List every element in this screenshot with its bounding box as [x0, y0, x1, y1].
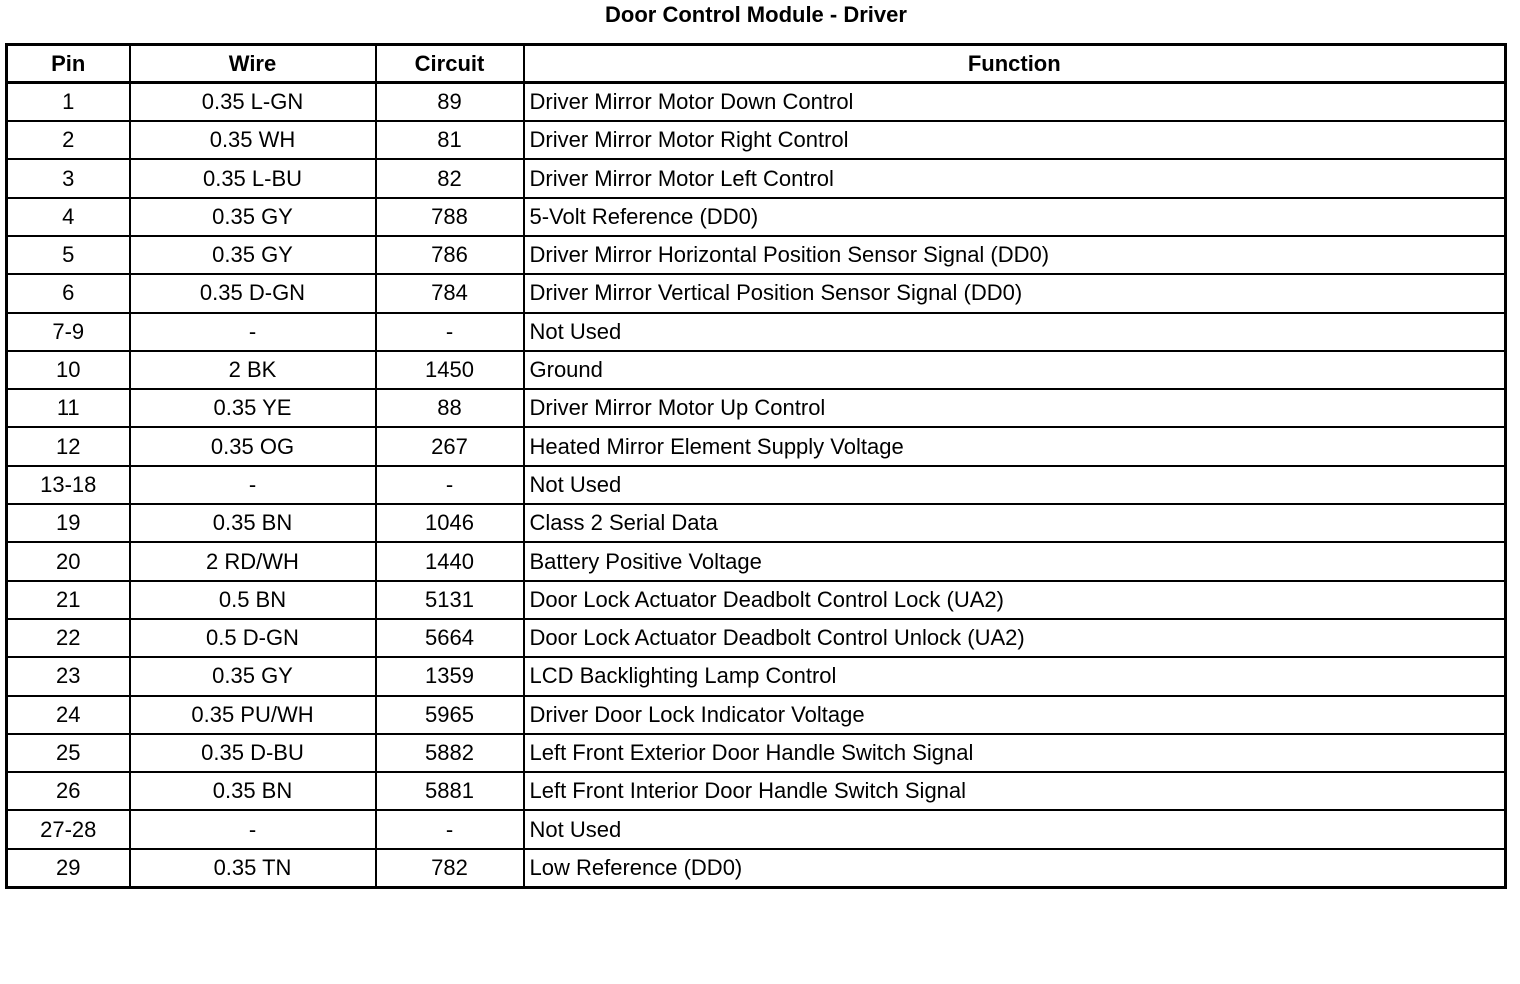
cell-wire: 0.35 GY	[130, 236, 376, 274]
table-row	[7, 313, 1506, 351]
table-body	[7, 83, 1506, 887]
cell-pin: 22	[7, 619, 130, 657]
cell-wire: 0.35 PU/WH	[130, 696, 376, 734]
cell-pin: 5	[7, 236, 130, 274]
table-row	[7, 504, 1506, 542]
cell-circuit: 1440	[376, 542, 524, 580]
cell-function: Driver Mirror Motor Down Control	[524, 83, 1506, 121]
cell-function: Door Lock Actuator Deadbolt Control Lock (UA2)	[524, 581, 1506, 619]
cell-pin: 21	[7, 581, 130, 619]
cell-wire: -	[130, 313, 376, 351]
table-row	[7, 619, 1506, 657]
cell-wire: 0.35 L-GN	[130, 83, 376, 121]
cell-circuit: 5881	[376, 772, 524, 810]
cell-function: Driver Mirror Motor Up Control	[524, 389, 1506, 427]
cell-pin: 29	[7, 849, 130, 887]
cell-circuit: 88	[376, 389, 524, 427]
cell-circuit: 1450	[376, 351, 524, 389]
table-row	[7, 159, 1506, 197]
cell-pin: 12	[7, 427, 130, 465]
cell-wire: 0.35 D-GN	[130, 274, 376, 312]
cell-pin: 1	[7, 83, 130, 121]
cell-function: Class 2 Serial Data	[524, 504, 1506, 542]
cell-wire: 0.5 D-GN	[130, 619, 376, 657]
table-row	[7, 581, 1506, 619]
cell-pin: 2	[7, 121, 130, 159]
header-function: Function	[524, 45, 1506, 83]
table-row	[7, 427, 1506, 465]
table-row	[7, 351, 1506, 389]
cell-pin: 26	[7, 772, 130, 810]
page-title: Door Control Module - Driver	[605, 2, 907, 27]
cell-function: Door Lock Actuator Deadbolt Control Unlock (UA2)	[524, 619, 1506, 657]
cell-function: Not Used	[524, 466, 1506, 504]
cell-circuit: -	[376, 313, 524, 351]
cell-function: Driver Door Lock Indicator Voltage	[524, 696, 1506, 734]
cell-wire: -	[130, 466, 376, 504]
cell-wire: 2 BK	[130, 351, 376, 389]
table-row	[7, 657, 1506, 695]
cell-wire: 0.5 BN	[130, 581, 376, 619]
cell-pin: 6	[7, 274, 130, 312]
cell-function: Heated Mirror Element Supply Voltage	[524, 427, 1506, 465]
table-row	[7, 389, 1506, 427]
cell-circuit: 5131	[376, 581, 524, 619]
cell-function: Driver Mirror Vertical Position Sensor Signal (DD0)	[524, 274, 1506, 312]
cell-circuit: 784	[376, 274, 524, 312]
cell-circuit: 782	[376, 849, 524, 887]
cell-function: Left Front Interior Door Handle Switch Signal	[524, 772, 1506, 810]
cell-circuit: 5664	[376, 619, 524, 657]
cell-function: Driver Mirror Motor Right Control	[524, 121, 1506, 159]
table-row	[7, 734, 1506, 772]
cell-function: Battery Positive Voltage	[524, 542, 1506, 580]
cell-function: Not Used	[524, 313, 1506, 351]
header-wire: Wire	[130, 45, 376, 83]
header-circuit: Circuit	[376, 45, 524, 83]
cell-wire: 0.35 YE	[130, 389, 376, 427]
table-row	[7, 236, 1506, 274]
table-row	[7, 121, 1506, 159]
cell-circuit: 5965	[376, 696, 524, 734]
cell-pin: 4	[7, 198, 130, 236]
cell-wire: 0.35 GY	[130, 198, 376, 236]
header-pin: Pin	[7, 45, 130, 83]
cell-wire: 0.35 WH	[130, 121, 376, 159]
cell-circuit: 1046	[376, 504, 524, 542]
table-row	[7, 772, 1506, 810]
cell-pin: 23	[7, 657, 130, 695]
cell-function: 5-Volt Reference (DD0)	[524, 198, 1506, 236]
table-row	[7, 198, 1506, 236]
pinout-table	[5, 43, 1507, 889]
cell-function: Driver Mirror Horizontal Position Sensor Signal (DD0)	[524, 236, 1506, 274]
cell-circuit: 786	[376, 236, 524, 274]
cell-circuit: -	[376, 466, 524, 504]
cell-circuit: 5882	[376, 734, 524, 772]
table-row	[7, 83, 1506, 121]
cell-pin: 13-18	[7, 466, 130, 504]
cell-wire: 0.35 BN	[130, 772, 376, 810]
cell-circuit: 82	[376, 159, 524, 197]
cell-pin: 27-28	[7, 810, 130, 848]
cell-pin: 20	[7, 542, 130, 580]
cell-pin: 19	[7, 504, 130, 542]
cell-wire: 0.35 TN	[130, 849, 376, 887]
cell-circuit: -	[376, 810, 524, 848]
cell-function: Ground	[524, 351, 1506, 389]
cell-function: Low Reference (DD0)	[524, 849, 1506, 887]
cell-circuit: 267	[376, 427, 524, 465]
table-row	[7, 810, 1506, 848]
table-row	[7, 696, 1506, 734]
cell-wire: 0.35 GY	[130, 657, 376, 695]
cell-wire: 0.35 D-BU	[130, 734, 376, 772]
cell-circuit: 788	[376, 198, 524, 236]
cell-circuit: 81	[376, 121, 524, 159]
table-row	[7, 466, 1506, 504]
cell-circuit: 1359	[376, 657, 524, 695]
cell-function: Left Front Exterior Door Handle Switch Signal	[524, 734, 1506, 772]
table-row	[7, 849, 1506, 887]
cell-wire: 2 RD/WH	[130, 542, 376, 580]
cell-pin: 3	[7, 159, 130, 197]
cell-circuit: 89	[376, 83, 524, 121]
cell-wire: -	[130, 810, 376, 848]
cell-pin: 11	[7, 389, 130, 427]
cell-wire: 0.35 L-BU	[130, 159, 376, 197]
table-row	[7, 274, 1506, 312]
table-row	[7, 542, 1506, 580]
cell-pin: 10	[7, 351, 130, 389]
cell-wire: 0.35 BN	[130, 504, 376, 542]
cell-pin: 7-9	[7, 313, 130, 351]
header-row	[7, 45, 1506, 83]
cell-function: Driver Mirror Motor Left Control	[524, 159, 1506, 197]
cell-wire: 0.35 OG	[130, 427, 376, 465]
cell-pin: 25	[7, 734, 130, 772]
cell-function: LCD Backlighting Lamp Control	[524, 657, 1506, 695]
cell-function: Not Used	[524, 810, 1506, 848]
cell-pin: 24	[7, 696, 130, 734]
